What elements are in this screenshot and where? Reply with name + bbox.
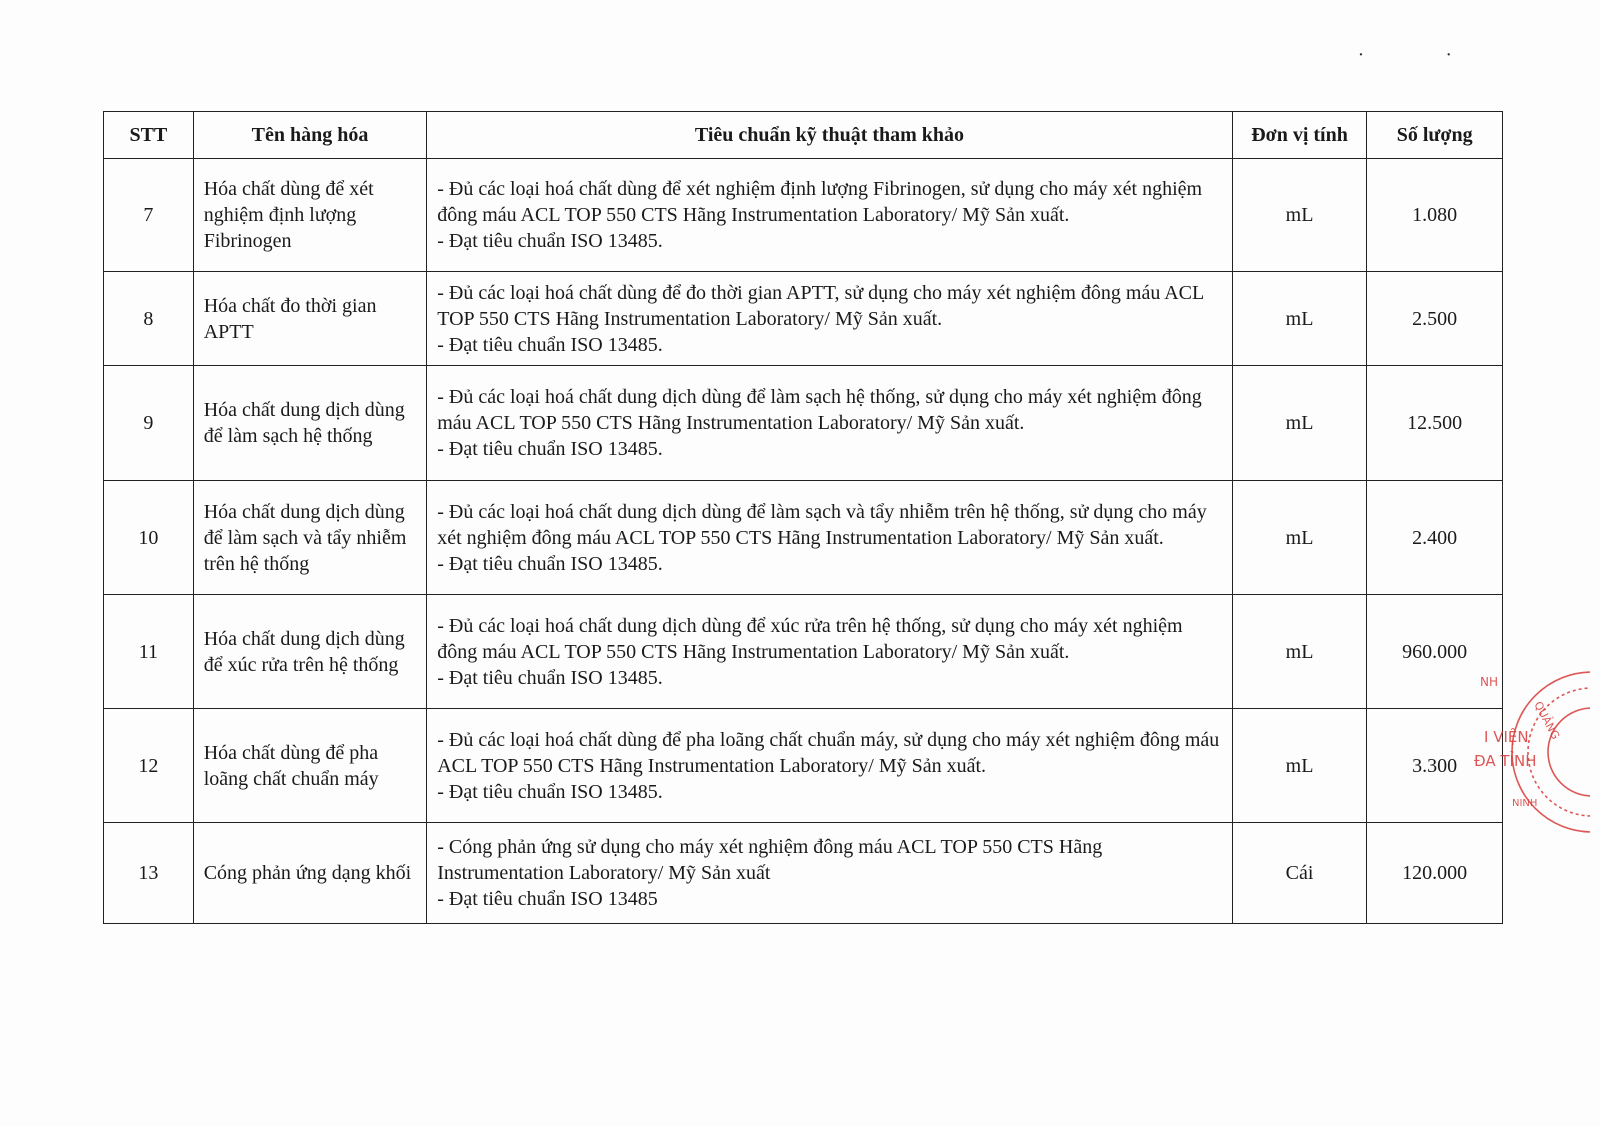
table-row — [104, 272, 1503, 366]
row-unit: mL — [1232, 272, 1367, 366]
row-qty: 1.080 — [1367, 159, 1503, 272]
row-unit: mL — [1232, 366, 1367, 481]
row-stt: 7 — [104, 159, 194, 272]
row-spec — [427, 823, 1233, 924]
goods-table — [103, 111, 1503, 924]
spec-line-usage: - Đủ các loại hoá chất dung dịch dùng để làm sạch hệ thống, sử dụng cho máy xét nghiệm đông máu ACL TOP 550 CTS Hãng Instrumentation Laboratory/ Mỹ Sản xuất. — [437, 386, 1202, 434]
row-name: Hóa chất dùng để xét nghiệm định lượng Fibrinogen — [193, 159, 427, 272]
row-qty: 3.300 — [1367, 709, 1503, 823]
row-spec — [427, 366, 1233, 481]
row-unit: mL — [1232, 595, 1367, 709]
row-stt: 11 — [104, 595, 194, 709]
row-stt: 10 — [104, 481, 194, 595]
row-stt: 13 — [104, 823, 194, 924]
spec-line-usage: - Đủ các loại hoá chất dùng để đo thời gian APTT, sử dụng cho máy xét nghiệm đông máu ACL TOP 550 CTS Hãng Instrumentation Laboratory/ Mỹ Sản xuất. — [437, 281, 1204, 330]
stamp-text-mid1: I VIỆN — [1484, 728, 1529, 746]
stamp-text-right: QUẢNG — [1531, 699, 1563, 742]
row-spec — [427, 272, 1233, 366]
spec-line-usage: - Đủ các loại hoá chất dung dịch dùng để làm sạch và tẩy nhiễm trên hệ thống, sử dụng cho máy xét nghiệm đông máu ACL TOP 550 CTS Hãng Instrumentation Laboratory/ Mỹ Sản xuất. — [437, 500, 1207, 549]
row-qty: 12.500 — [1367, 366, 1503, 481]
spec-line-usage: - Đủ các loại hoá chất dùng để xét nghiệm định lượng Fibrinogen, sử dụng cho máy xét nghiệm đông máu ACL TOP 550 CTS Hãng Instrumentation Laboratory/ Mỹ Sản xuất. — [437, 178, 1203, 226]
spec-line-standard: - Đạt tiêu chuẩn ISO 13485. — [437, 230, 663, 252]
stamp-text-top: NH — [1480, 675, 1498, 689]
table-row — [104, 709, 1503, 823]
row-stt: 9 — [104, 366, 194, 481]
spec-line-standard: - Đạt tiêu chuẩn ISO 13485. — [437, 666, 663, 689]
header-stt: STT — [104, 112, 194, 159]
row-qty: 960.000 — [1367, 595, 1503, 709]
page-marks: · · — [1357, 44, 1490, 66]
row-name: Hóa chất đo thời gian APTT — [193, 272, 427, 366]
row-name: Hóa chất dung dịch dùng để làm sạch hệ thống — [193, 366, 427, 481]
row-name: Hóa chất dung dịch dùng để làm sạch và tẩy nhiễm trên hệ thống — [193, 481, 427, 595]
spec-line-standard: - Đạt tiêu chuẩn ISO 13485. — [437, 333, 663, 356]
row-unit: mL — [1232, 481, 1367, 595]
row-unit: Cái — [1232, 823, 1367, 924]
spec-line-standard: - Đạt tiêu chuẩn ISO 13485. — [437, 438, 663, 460]
row-name: Hóa chất dung dịch dùng để xúc rửa trên hệ thống — [193, 595, 427, 709]
row-stt: 8 — [104, 272, 194, 366]
table-row — [104, 159, 1503, 272]
row-spec — [427, 595, 1233, 709]
row-unit: mL — [1232, 709, 1367, 823]
row-qty: 2.500 — [1367, 272, 1503, 366]
spec-line-usage: - Cóng phản ứng sử dụng cho máy xét nghiệm đông máu ACL TOP 550 CTS Hãng Instrumentation Laboratory/ Mỹ Sản xuất — [437, 836, 1103, 884]
spec-line-standard: - Đạt tiêu chuẩn ISO 13485. — [437, 780, 663, 803]
spec-line-standard: - Đạt tiêu chuẩn ISO 13485. — [437, 552, 663, 575]
spec-line-usage: - Đủ các loại hoá chất dung dịch dùng để xúc rửa trên hệ thống, sử dụng cho máy xét nghiệm đông máu ACL TOP 550 CTS Hãng Instrumentation Laboratory/ Mỹ Sản xuất. — [437, 614, 1183, 663]
spec-line-standard: - Đạt tiêu chuẩn ISO 13485 — [437, 888, 658, 910]
header-spec: Tiêu chuẩn kỹ thuật tham khảo — [427, 112, 1233, 159]
row-spec — [427, 709, 1233, 823]
header-unit: Đơn vị tính — [1232, 112, 1367, 159]
row-name: Cóng phản ứng dạng khối — [193, 823, 427, 924]
table-row — [104, 595, 1503, 709]
spec-line-usage: - Đủ các loại hoá chất dùng để pha loãng chất chuẩn máy, sử dụng cho máy xét nghiệm đông máu ACL TOP 550 CTS Hãng Instrumentation Laboratory/ Mỹ Sản xuất. — [437, 728, 1220, 777]
header-qty: Số lượng — [1367, 112, 1503, 159]
row-unit: mL — [1232, 159, 1367, 272]
stamp-text-mid2: ĐA TỈNH — [1474, 752, 1537, 770]
row-stt: 12 — [104, 709, 194, 823]
table-row — [104, 366, 1503, 481]
row-qty: 2.400 — [1367, 481, 1503, 595]
header-name: Tên hàng hóa — [193, 112, 427, 159]
table-row — [104, 481, 1503, 595]
stamp-text-bottom: NINH — [1512, 798, 1538, 809]
row-spec — [427, 159, 1233, 272]
row-name: Hóa chất dùng để pha loãng chất chuẩn máy — [193, 709, 427, 823]
table-header-row — [104, 112, 1503, 159]
row-qty: 120.000 — [1367, 823, 1503, 924]
row-spec — [427, 481, 1233, 595]
table-row — [104, 823, 1503, 924]
